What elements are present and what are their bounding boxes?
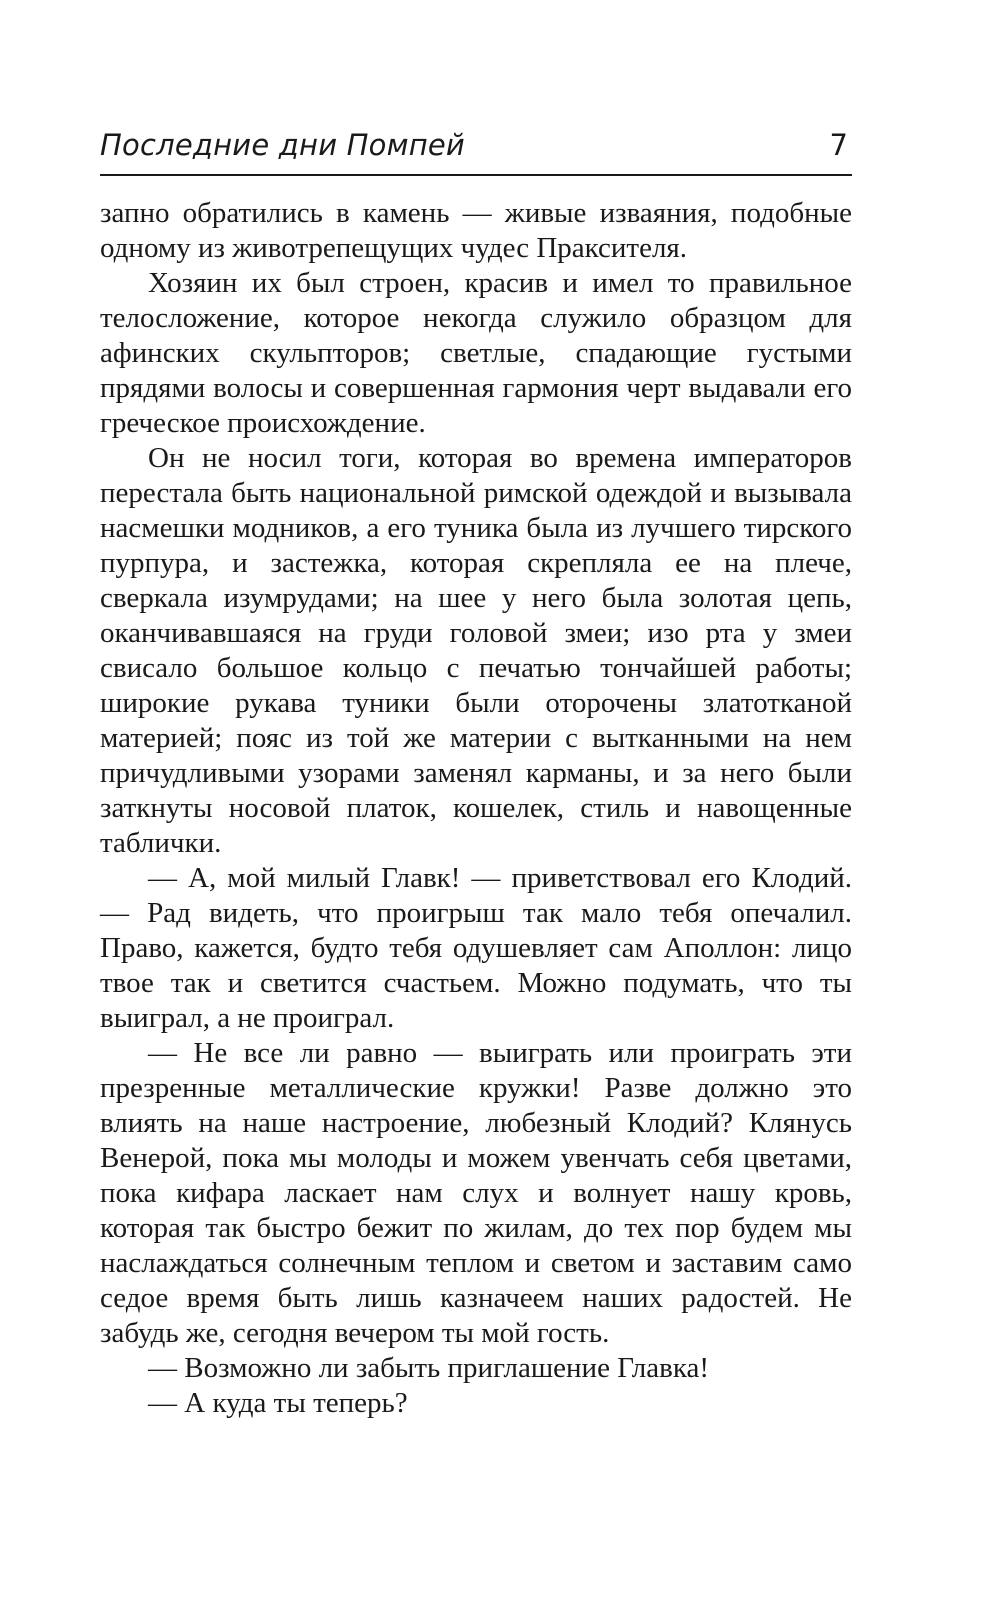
dialogue-paragraph: — Не все ли равно — выиграть или проиграть эти презренные металлические кружки! Разве должно это влиять на наше настроение, любезный Клодий? Клянусь Венерой, пока мы молоды и можем увенчать себя цветами, пока кифара ласкает нам слух и волнует нашу кровь, которая так быстро бежит по жилам, до тех пор будем мы наслаждаться солнечным теплом и светом и заставим само седое время быть лишь казначеем наших радостей. Не забудь же, сегодня вечером ты мой гость.	[100, 1037, 852, 1349]
running-title: Последние дни Помпей	[100, 128, 465, 162]
running-header	[100, 128, 852, 168]
paragraph-continuation: запно обратились в камень — живые изваяния, подобные одному из животрепещущих чудес Праксителя.	[100, 197, 852, 264]
paragraph: Хозяин их был строен, красив и имел то правильное телосложение, которое некогда служило образцом для афинских скульпторов; светлые, спадающие густыми прядями волосы и совершенная гармония черт выдавали его греческое происхождение.	[100, 267, 852, 439]
paragraph: Он не носил тоги, которая во времена императоров перестала быть национальной римской одеждой и вызывала насмешки модников, а его туника была из лучшего тирского пурпура, и застежка, которая скрепляла ее на плече, сверкала изумрудами; на шее у него была золотая цепь, оканчивавшаяся на груди головой змеи; изо рта у змеи свисало большое кольцо с печатью тончайшей работы; широкие рукава туники были оторочены златотканой материей; пояс из той же материи с вытканными на нем причудливыми узорами заменял карманы, и за него были заткнуты носовой платок, кошелек, стиль и навощенные таблички.	[100, 442, 852, 859]
header-rule	[100, 174, 852, 176]
page-number: 7	[829, 128, 848, 162]
dialogue-paragraph: — А, мой милый Главк! — приветствовал его Клодий. — Рад видеть, что проигрыш так мало тебя опечалил. Право, кажется, будто тебя одушевляет сам Аполлон: лицо твое так и светится счастьем. Можно подумать, что ты выиграл, а не проиграл.	[100, 862, 852, 1034]
book-page	[100, 128, 852, 1421]
dialogue-paragraph: — А куда ты теперь?	[148, 1387, 408, 1419]
dialogue-paragraph: — Возможно ли забыть приглашение Главка!	[148, 1352, 709, 1384]
body-text	[100, 196, 852, 1421]
